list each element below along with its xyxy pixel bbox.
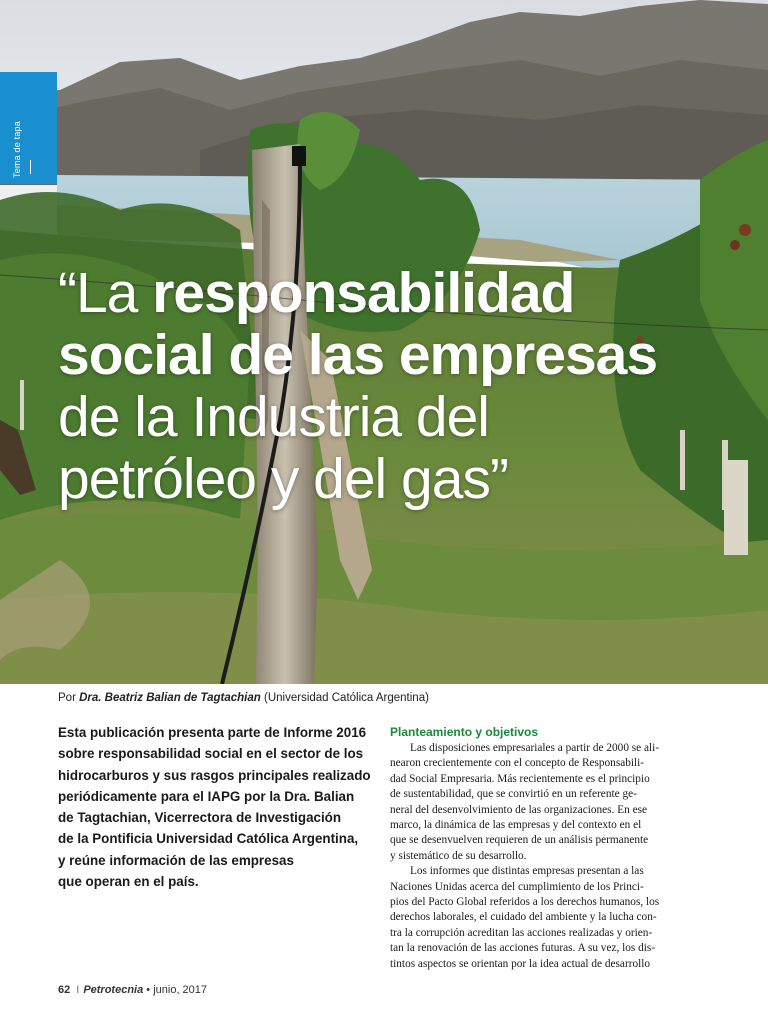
body-line: tan la renovación de las acciones futuras. A su vez, los dis-: [390, 942, 656, 955]
headline-open-quote: “La: [58, 261, 153, 325]
byline-author: Dra. Beatriz Balian de Tagtachian: [79, 692, 261, 704]
body-line: Los informes que distintas empresas presentan a las: [410, 865, 644, 878]
intro-line: de la Pontificia Universidad Católica Argentina,: [58, 831, 359, 847]
body-line: Naciones Unidas acerca del cumplimiento de los Princi-: [390, 880, 644, 893]
intro-line: sobre responsabilidad social en el sector de los: [58, 746, 364, 762]
article-headline: [58, 262, 758, 510]
body-line: nearon crecientemente con el concepto de Responsabili-: [390, 757, 645, 770]
intro-line: periódicamente para el IAPG por la Dra. Balian: [58, 788, 355, 804]
body-line: dad Social Empresaria. Más recientemente es el principio: [390, 772, 650, 785]
body-line: neral del desenvolvimiento de las organizaciones. En ese: [390, 803, 648, 816]
intro-line: y reúne información de las empresas: [58, 852, 294, 868]
body-line: pios del Pacto Global referidos a los derechos humanos, los: [390, 896, 660, 909]
body-line: marco, la dinámica de las empresas y del contexto en el: [390, 819, 642, 832]
intro-line: hidrocarburos y sus rasgos principales realizado: [58, 767, 371, 783]
section-tab: [0, 72, 57, 184]
intro-line: de Tagtachian, Vicerrectora de Investigación: [58, 810, 342, 826]
headline-bold-word: responsabilidad: [152, 261, 575, 325]
intro-line: que operan en el país.: [58, 874, 199, 890]
page-number: 62: [58, 984, 71, 996]
body-paragraph-2: [390, 864, 711, 972]
body-line: que se desenvuelven requieren de un análisis permanente: [390, 834, 649, 847]
footer-separator: I: [76, 984, 80, 996]
magazine-name: Petrotecnia: [83, 984, 144, 996]
body-line: y sistemático de su desarrollo.: [390, 849, 527, 862]
body-line: tra la corrupción acreditan las acciones realizadas y orien-: [390, 926, 653, 939]
issue-date: • junio, 2017: [143, 984, 208, 996]
intro-line: Esta publicación presenta parte de Informe 2016: [58, 725, 367, 740]
body-column: [390, 724, 711, 972]
section-tab-divider: [30, 160, 31, 174]
headline-line-1: [58, 262, 758, 324]
byline-affiliation: (Universidad Católica Argentina): [260, 692, 429, 704]
intro-paragraph: [58, 722, 383, 892]
byline-prefix: Por: [58, 692, 80, 704]
body-line: Las disposiciones empresariales a partir de 2000 se ali-: [410, 742, 660, 754]
body-line: de sustentabilidad, que se convirtió en un referente ge-: [390, 788, 637, 801]
body-line: derechos laborales, el cuidado del ambiente y la lucha con-: [390, 911, 657, 924]
section-heading: Planteamiento y objetivos: [390, 725, 539, 739]
page-footer: [58, 984, 207, 996]
headline-line-4: petróleo y del gas”: [58, 447, 508, 511]
body-paragraph-1: [390, 741, 711, 864]
body-line: tintos aspectos se orientan por la idea actual de desarrollo: [390, 957, 651, 970]
byline: [58, 692, 429, 704]
headline-line-3: de la Industria del: [58, 385, 489, 449]
headline-line-2: social de las empresas: [58, 323, 658, 387]
section-tab-label: Tema de tapa: [12, 121, 22, 178]
